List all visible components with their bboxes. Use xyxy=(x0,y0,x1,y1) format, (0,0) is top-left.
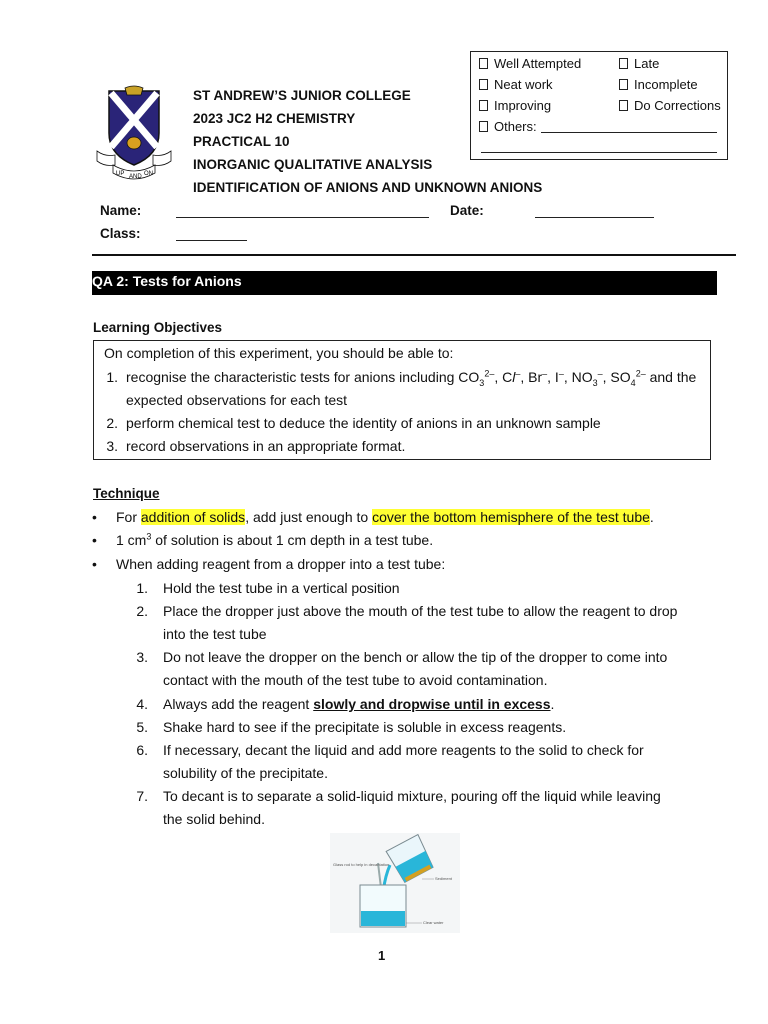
checkbox-icon xyxy=(619,79,628,90)
checkbox-improving[interactable] xyxy=(479,98,551,113)
checkbox-well-attempted[interactable] xyxy=(479,56,581,71)
checkbox-label: Others: xyxy=(494,119,537,134)
checkbox-others[interactable] xyxy=(479,119,537,134)
step-number: 5. xyxy=(136,719,148,735)
step-3-cont: contact with the mouth of the test tube to avoid contamination. xyxy=(163,672,548,688)
step-number: 2. xyxy=(136,603,148,619)
checkbox-icon xyxy=(619,100,628,111)
step-number: 7. xyxy=(136,788,148,804)
header-divider xyxy=(92,254,736,256)
objectives-box xyxy=(93,340,711,460)
step-4: Always add the reagent slowly and dropwise until in excess. xyxy=(163,696,555,712)
checkbox-late[interactable] xyxy=(619,56,659,71)
assessment-box xyxy=(470,51,728,160)
step-1: Hold the test tube in a vertical position xyxy=(163,580,400,596)
crest-motto-right: ON xyxy=(144,171,153,177)
bullet-icon: • xyxy=(92,532,97,548)
checkbox-icon xyxy=(619,58,628,69)
figure-label-rod: Glass rod to help in decantation xyxy=(333,862,390,867)
section-title-bar xyxy=(92,271,717,295)
checkbox-label: Well Attempted xyxy=(494,56,582,71)
objective-number: 1. xyxy=(106,369,118,385)
technique-heading: Technique xyxy=(93,486,160,501)
objectives-heading: Learning Objectives xyxy=(93,320,223,335)
checkbox-do-corrections[interactable] xyxy=(619,98,721,113)
checkbox-icon xyxy=(479,79,488,90)
objective-number: 2. xyxy=(106,415,118,431)
objective-item-1: recognise the characteristic tests for anions including $CO_3^{2-}$, Cl–, Br–, I–, $NO_3^-$, $SO_4^{2-}$ and the xyxy=(126,368,697,388)
page-number: 1 xyxy=(378,948,386,963)
objective-item-1-cont: expected observations for each test xyxy=(126,392,348,408)
subject-title: 2023 JC2 H2 CHEMISTRY xyxy=(193,111,356,126)
step-7-cont: the solid behind. xyxy=(163,811,265,827)
checkbox-icon xyxy=(479,100,488,111)
step-5: Shake hard to see if the precipitate is soluble in excess reagents. xyxy=(163,719,567,735)
name-field[interactable] xyxy=(176,217,429,218)
bullet-icon: • xyxy=(92,509,97,525)
step-number: 6. xyxy=(136,742,148,758)
objective-number: 3. xyxy=(106,438,118,454)
objective-item-3: record observations in an appropriate format. xyxy=(126,438,406,454)
checkbox-neat-work[interactable] xyxy=(479,77,553,92)
date-field[interactable] xyxy=(535,217,654,218)
step-number: 3. xyxy=(136,649,148,665)
step-2: Place the dropper just above the mouth of the test tube to allow the reagent to drop xyxy=(163,603,678,619)
section-title: QA 2: Tests for Anions xyxy=(92,273,242,289)
step-2-cont: into the test tube xyxy=(163,626,267,642)
step-3: Do not leave the dropper on the bench or allow the tip of the dropper to come into xyxy=(163,649,668,665)
step-number: 1. xyxy=(136,580,148,596)
step-7: To decant is to separate a solid-liquid mixture, pouring off the liquid while leaving xyxy=(163,788,661,804)
others-field-2[interactable] xyxy=(481,152,717,153)
college-name: ST ANDREW’S JUNIOR COLLEGE xyxy=(193,88,411,103)
practical-title: PRACTICAL 10 xyxy=(193,134,290,149)
topic-title: INORGANIC QUALITATIVE ANALYSIS xyxy=(193,157,433,172)
subtopic-title: IDENTIFICATION OF ANIONS AND UNKNOWN ANIONS xyxy=(193,180,543,195)
crest-motto-mid: AND xyxy=(129,174,142,180)
step-6-cont: solubility of the precipitate. xyxy=(163,765,328,781)
objectives-intro: On completion of this experiment, you should be able to: xyxy=(104,345,454,361)
decantation-figure xyxy=(330,833,460,933)
step-6: If necessary, decant the liquid and add more reagents to the solid to check for xyxy=(163,742,644,758)
date-label: Date: xyxy=(450,203,484,218)
checkbox-label: Do Corrections xyxy=(634,98,721,113)
bullet-icon: • xyxy=(92,556,97,572)
checkbox-incomplete[interactable] xyxy=(619,77,698,92)
others-field[interactable] xyxy=(541,132,717,133)
figure-label-sediment: Sediment xyxy=(435,876,452,881)
checkbox-label: Neat work xyxy=(494,77,553,92)
checkbox-label: Late xyxy=(634,56,660,71)
college-crest-logo xyxy=(95,85,173,185)
checkbox-icon xyxy=(479,121,488,132)
technique-bullet-2: 1 $cm^3$ of solution is about 1 cm depth in a test tube. xyxy=(116,531,434,548)
checkbox-icon xyxy=(479,58,488,69)
class-field[interactable] xyxy=(176,240,247,241)
technique-bullet-1: For addition of solids, add just enough to cover the bottom hemisphere of the test tube. xyxy=(116,509,654,525)
checkbox-label: Incomplete xyxy=(634,77,698,92)
technique-bullet-3: When adding reagent from a dropper into a test tube: xyxy=(116,556,446,572)
objective-item-2: perform chemical test to deduce the identity of anions in an unknown sample xyxy=(126,415,601,431)
crest-motto-left: UP xyxy=(116,171,125,177)
name-label: Name: xyxy=(100,203,142,218)
checkbox-label: Improving xyxy=(494,98,552,113)
step-number: 4. xyxy=(136,696,148,712)
figure-label-water: Clear water xyxy=(423,920,444,925)
class-label: Class: xyxy=(100,226,141,241)
